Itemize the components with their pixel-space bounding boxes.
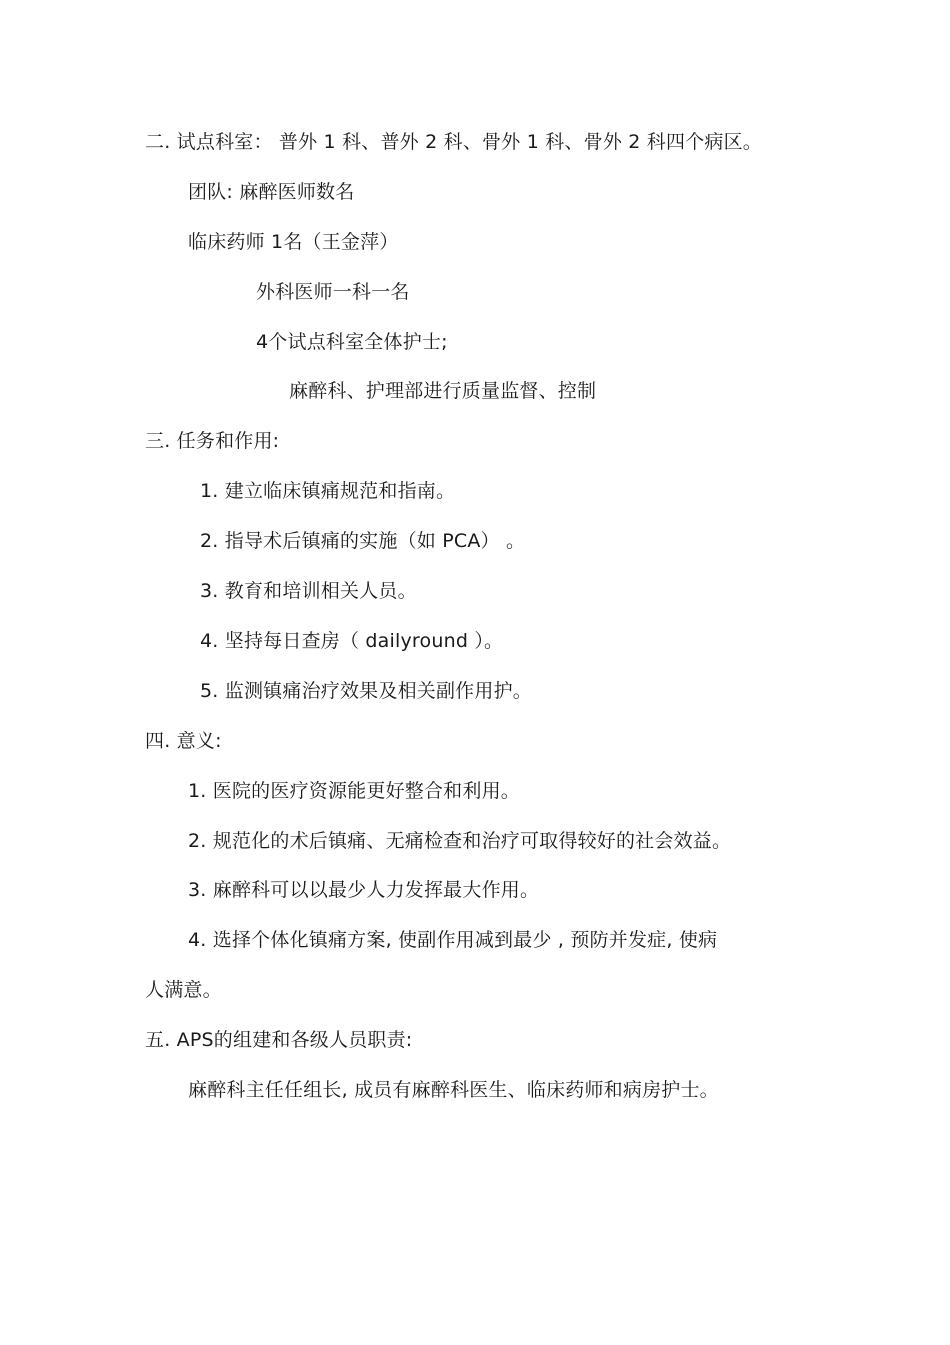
nurses-line: 4个试点科室全体护士; [256,331,448,353]
section-3-heading: 三. 任务和作用: [145,430,280,452]
section-5-heading: 五. APS的组建和各级人员职责: [145,1029,413,1051]
team-line: 团队: 麻醉医师数名 [188,181,355,203]
supervision-line: 麻醉科、护理部进行质量监督、控制 [289,380,597,402]
pharmacist-line: 临床药师 1名（王金萍） [188,231,399,253]
surgeon-line: 外科医师一科一名 [256,281,410,303]
section-4-item-3: 3. 麻醉科可以以最少人力发挥最大作用。 [188,879,540,901]
section-3-item-3: 3. 教育和培训相关人员。 [200,580,417,602]
section-3-item-5: 5. 监测镇痛治疗效果及相关副作用护。 [200,680,532,702]
section-4-item-4-continued: 人满意。 [145,979,222,1001]
section-3-item-4: 4. 坚持每日查房（ dailyround ）。 [200,630,504,652]
section-5-body: 麻醉科主任任组长, 成员有麻醉科医生、临床药师和病房护士。 [188,1079,719,1101]
section-4-item-2: 2. 规范化的术后镇痛、无痛检查和治疗可取得较好的社会效益。 [188,830,732,852]
section-4-heading: 四. 意义: [145,730,222,752]
section-2-heading: 二. 试点科室： 普外 1 科、普外 2 科、骨外 1 科、骨外 2 科四个病区。 [145,131,762,153]
section-3-item-2: 2. 指导术后镇痛的实施（如 PCA） 。 [200,530,526,552]
section-4-item-1: 1. 医院的医疗资源能更好整合和利用。 [188,780,520,802]
section-3-item-1: 1. 建立临床镇痛规范和指南。 [200,480,456,502]
section-4-item-4: 4. 选择个体化镇痛方案, 使副作用减到最少 , 预防并发症, 使病 [188,929,718,951]
